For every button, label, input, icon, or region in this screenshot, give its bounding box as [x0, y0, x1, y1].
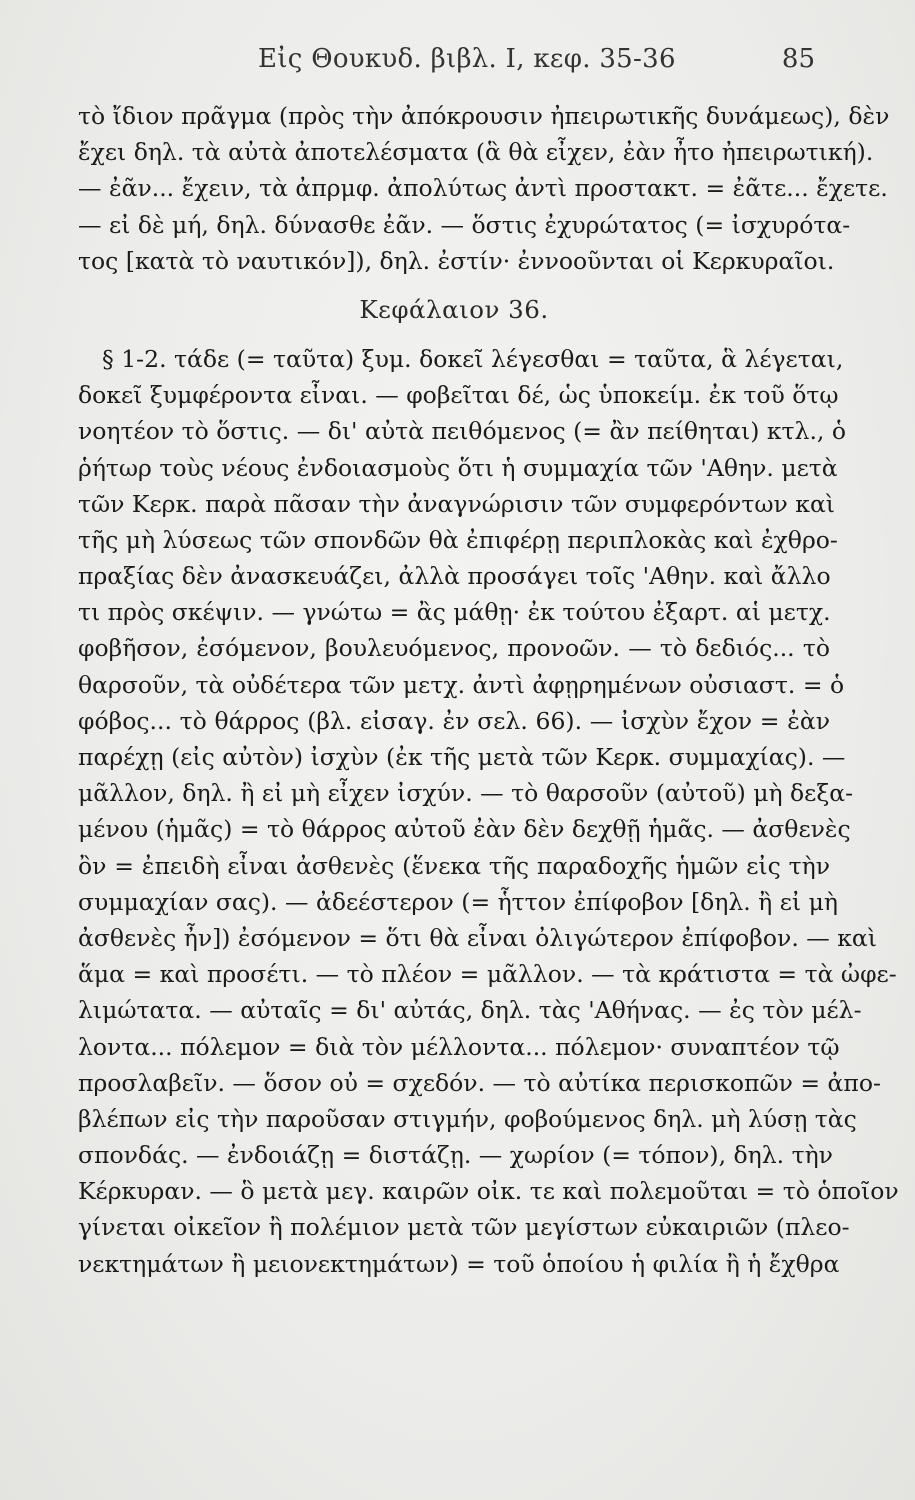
- text-line: ὂν = ἐπειδὴ εἶναι ἀσθενὲς (ἕνεκα τῆς παραδοχῆς ἡμῶν εἰς τὴν: [78, 851, 830, 880]
- text-line: ἅμα = καὶ προσέτι. — τὸ πλέον = μᾶλλον. — τὰ κράτιστα = τὰ ὠφε-: [78, 960, 897, 989]
- text-line: σπονδάς. — ἐνδοιάζῃ = διστάζῃ. — χωρίον (= τόπον), δηλ. τὴν: [78, 1141, 833, 1170]
- chapter-heading: Κεφάλαιον 36.: [359, 294, 549, 324]
- text-line: συμμαχίαν σας). — ἀδεέστερον (= ἧττον ἐπίφοβον [δηλ. ἢ εἰ μὴ: [78, 887, 838, 916]
- text-line: τῶν Κερκ. παρὰ πᾶσαν τὴν ἀναγνώρισιν τῶν συμφερόντων καὶ: [78, 489, 836, 518]
- text-line: πραξίας δὲν ἀνασκευάζει, ἀλλὰ προσάγει τοῖς 'Αθην. καὶ ἄλλο: [78, 562, 831, 591]
- text-line: φοβῆσον, ἐσόμενον, βουλευόμενος, προνοῶν. — τὸ δεδιός... τὸ: [78, 634, 830, 663]
- text-line: λιμώτατα. — αὐταῖς = δι' αὐτάς, δηλ. τὰς 'Αθήνας. — ἐς τὸν μέλ-: [78, 996, 862, 1025]
- text-line: βλέπων εἰς τὴν παροῦσαν στιγμήν, φοβούμενος δηλ. μὴ λύσῃ τὰς: [78, 1104, 857, 1133]
- text-line: νεκτημάτων ἢ μειονεκτημάτων) = τοῦ ὁποίου ἡ φιλία ἢ ἡ ἔχθρα: [78, 1249, 840, 1278]
- text-line: τὸ ἴδιον πρᾶγμα (πρὸς τὴν ἀπόκρουσιν ἠπειρωτικῆς δυνάμεως), δὲν: [78, 102, 890, 130]
- text-line: τι πρὸς σκέψιν. — γνώτω = ἂς μάθῃ· ἐκ τούτου ἐξαρτ. αἱ μετχ.: [78, 598, 831, 627]
- text-line: θαρσοῦν, τὰ οὐδέτερα τῶν μετχ. ἀντὶ ἀφῃρημένων οὐσιαστ. = ὁ: [78, 670, 845, 699]
- text-line: — ἐᾶν... ἔχειν, τὰ ἀπρμφ. ἀπολύτως ἀντὶ προστακτ. = ἐᾶτε... ἔχετε.: [78, 174, 888, 203]
- commentary-text: [78, 98, 899, 1282]
- text-line: τος [κατὰ τὸ ναυτικόν]), δηλ. ἐστίν· ἐννοοῦνται οἱ Κερκυραῖοι.: [78, 246, 835, 275]
- text-line: ἔχει δηλ. τὰ αὐτὰ ἀποτελέσματα (ἃ θὰ εἶχεν, ἐὰν ἦτο ἠπειρωτική).: [78, 138, 874, 167]
- text-line: παρέχῃ (εἰς αὐτὸν) ἰσχὺν (ἐκ τῆς μετὰ τῶν Κερκ. συμμαχίας). —: [78, 743, 846, 771]
- text-line: λοντα... πόλεμον = διὰ τὸν μέλλοντα... πόλεμον· συναπτέον τῷ: [78, 1032, 840, 1061]
- text-line: ῥήτωρ τοὺς νέους ἐνδοιασμοὺς ὅτι ἡ συμμαχία τῶν 'Αθην. μετὰ: [78, 453, 838, 482]
- text-line: τῆς μὴ λύσεως τῶν σπονδῶν θὰ ἐπιφέρῃ περιπλοκὰς καὶ ἐχθρο-: [78, 525, 838, 554]
- text-line: νοητέον τὸ ὅστις. — δι' αὐτὰ πειθόμενος (= ἂν πείθηται) κτλ., ὁ: [78, 417, 846, 446]
- text-line: μένου (ἡμᾶς) = τὸ θάρρος αὐτοῦ ἐὰν δὲν δεχθῇ ἡμᾶς. — ἀσθενὲς: [78, 815, 851, 844]
- text-line: — εἰ δὲ μή, δηλ. δύνασθε ἐᾶν. — ὅστις ἐχυρώτατος (= ἰσχυρότα-: [78, 210, 851, 239]
- text-line: προσλαβεῖν. — ὅσον οὐ = σχεδόν. — τὸ αὐτίκα περισκοπῶν = ἀπο-: [78, 1068, 881, 1097]
- page-number: 85: [781, 44, 815, 74]
- text-line: Κέρκυραν. — ὃ μετὰ μεγ. καιρῶν οἰκ. τε καὶ πολεμοῦται = τὸ ὁποῖον: [78, 1177, 899, 1206]
- running-head-title: Εἰς Θουκυδ. βιβλ. Ι, κεφ. 35-36: [258, 44, 676, 74]
- text-line: ἀσθενὲς ἦν]) ἐσόμενον = ὅτι θὰ εἶναι ὀλιγώτερον ἐπίφοβον. — καὶ: [78, 923, 878, 952]
- text-line: γίνεται οἰκεῖον ἢ πολέμιον μετὰ τῶν μεγίστων εὐκαιριῶν (πλεο-: [78, 1213, 850, 1242]
- running-head: [0, 44, 915, 84]
- text-line: φόβος... τὸ θάρρος (βλ. εἰσαγ. ἐν σελ. 66). — ἰσχὺν ἔχον = ἐὰν: [78, 706, 830, 735]
- text-line: μᾶλλον, δηλ. ἢ εἰ μὴ εἶχεν ἰσχύν. — τὸ θαρσοῦν (αὐτοῦ) μὴ δεξα-: [78, 779, 854, 808]
- text-line: § 1-2. τάδε (= ταῦτα) ξυμ. δοκεῖ λέγεσθαι = ταῦτα, ἃ λέγεται,: [102, 344, 844, 373]
- text-line: δοκεῖ ξυμφέροντα εἶναι. — φοβεῖται δέ, ὡς ὑποκείμ. ἐκ τοῦ ὅτῳ: [78, 381, 839, 410]
